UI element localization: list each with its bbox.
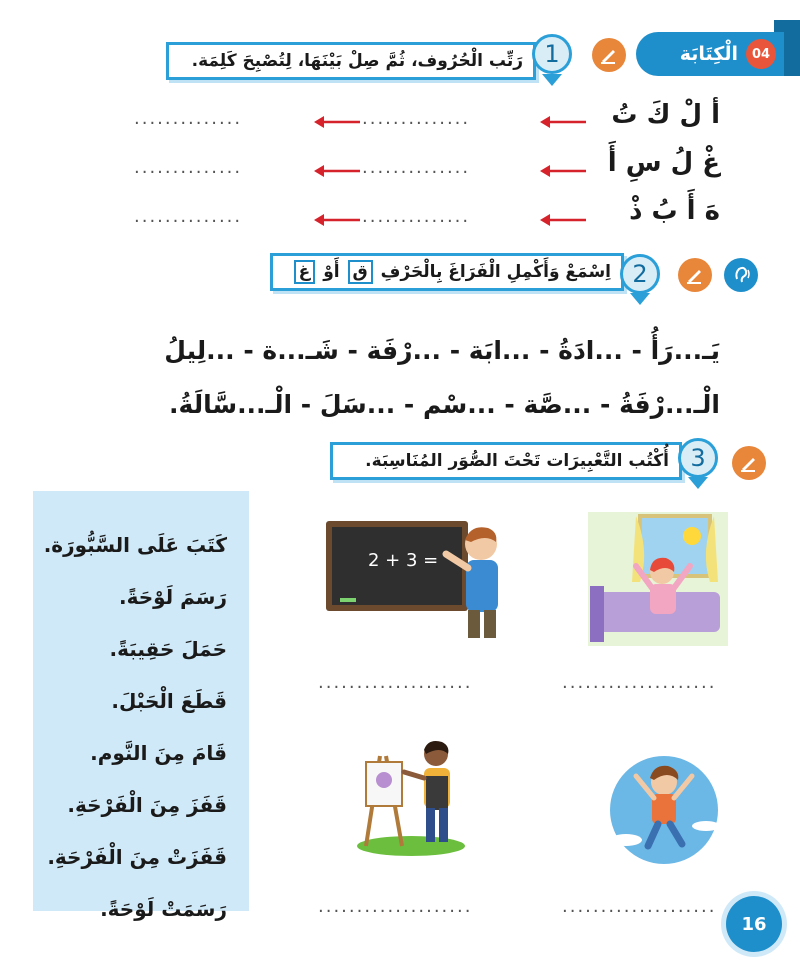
exercise2-instruction-text: اِسْمَعْ وَأَكْمِلِ الْفَرَاغَ بِالْحَرْفِ — [380, 262, 611, 282]
blackboard-text: 2 + 3 = — [368, 550, 439, 571]
jumping-boy-image — [602, 756, 726, 864]
badge-tail — [688, 477, 708, 489]
phrase-item[interactable]: قَامَ مِنَ النَّوم. — [90, 741, 227, 765]
phrase-item[interactable]: حَمَلَ حَقِيبَةً. — [109, 637, 227, 661]
exercise1-instruction: رَتِّب الْحُرُوف، ثُمَّ صِلْ بَيْنَهَا، لِتُصْبِحَ كَلِمَة. — [191, 51, 523, 71]
exercise3-instruction-banner — [330, 442, 682, 480]
answer-dots[interactable]: .................... — [562, 896, 717, 917]
pencil-icon — [732, 446, 766, 480]
answer-dots[interactable]: .............. — [134, 206, 243, 227]
phrase-item[interactable]: رَسَمَتْ لَوْحَةً. — [100, 897, 227, 921]
exercise2-instruction-banner — [270, 253, 624, 291]
pencil-icon — [678, 258, 712, 292]
badge-tail — [542, 74, 562, 86]
letter-box-ghain: غ — [294, 260, 316, 284]
arrow-left-icon — [314, 115, 360, 129]
answer-dots[interactable]: .................... — [318, 672, 473, 693]
letter-box-qaf: ق — [348, 260, 373, 284]
ear-icon — [724, 258, 758, 292]
waking-girl-image — [580, 512, 734, 646]
answer-dots[interactable]: .............. — [134, 108, 243, 129]
phrase-item[interactable]: قَفَزَتْ مِنَ الْفَرْحَةِ. — [47, 845, 227, 869]
answer-dots[interactable]: .................... — [318, 896, 473, 917]
answer-dots[interactable]: .............. — [134, 157, 243, 178]
exercise3-number-badge — [678, 438, 718, 478]
phrases-panel — [33, 491, 249, 921]
exercise1-row3-letters: هَ أَ بُ ذْ — [629, 196, 720, 226]
phrase-item[interactable]: كَتَبَ عَلَى السَّبُّورَة. — [43, 533, 227, 557]
section-number: 04 — [746, 39, 776, 69]
exercise2-number: 2 — [632, 260, 648, 288]
exercise1-row2-letters: غْ لُ سِ أَ — [607, 148, 720, 178]
arrow-left-icon — [540, 213, 586, 227]
exercise2-instruction — [292, 260, 611, 284]
answer-dots[interactable]: .................... — [562, 672, 717, 693]
arrow-left-icon — [540, 115, 586, 129]
badge-tail — [630, 293, 650, 305]
exercise2-number-badge — [620, 254, 660, 294]
arrow-left-icon — [314, 213, 360, 227]
answer-dots[interactable]: .............. — [362, 108, 471, 129]
phrase-item[interactable]: قَطَعَ الْحَبْلَ. — [111, 689, 227, 713]
arrow-left-icon — [314, 164, 360, 178]
section-title: الْكِتَابَة — [679, 43, 738, 65]
answer-dots[interactable]: .............. — [362, 206, 471, 227]
phrase-item[interactable]: رَسَمَ لَوْحَةً. — [118, 585, 227, 609]
exercise1-number-badge — [532, 34, 572, 74]
phrase-item[interactable]: قَفَزَ مِنَ الْفَرْحَةِ. — [67, 793, 227, 817]
page-number: 16 — [726, 896, 782, 952]
section-header — [636, 32, 784, 76]
exercise3-instruction: أُكْتُب التَّعْبِيرَات تَحْتَ الصُّوَر المُنَاسِبَة. — [365, 451, 669, 471]
exercise1-instruction-banner — [166, 42, 536, 80]
exercise2-line2[interactable]: الْـ...رْفَةُ - ...صَّة - ...سْم - ...سَلَ - الْـ...سَّالَةُ. — [169, 390, 720, 419]
pencil-icon — [592, 38, 626, 72]
or-word: أَوْ — [323, 262, 340, 282]
exercise2-line1[interactable]: يَـ...رَأُ - ...ادَةُ - ...ابَة - ...رْفَة - شَـ...ة - ...لِيلُ — [164, 336, 720, 365]
blackboard-boy-image — [326, 516, 522, 644]
answer-dots[interactable]: .............. — [362, 157, 471, 178]
painter-boy-image — [356, 736, 466, 856]
arrow-left-icon — [540, 164, 586, 178]
exercise1-number: 1 — [544, 40, 560, 68]
exercise1-row1-letters: أ لْ كَ تُ — [611, 100, 720, 130]
exercise3-number: 3 — [690, 444, 706, 472]
